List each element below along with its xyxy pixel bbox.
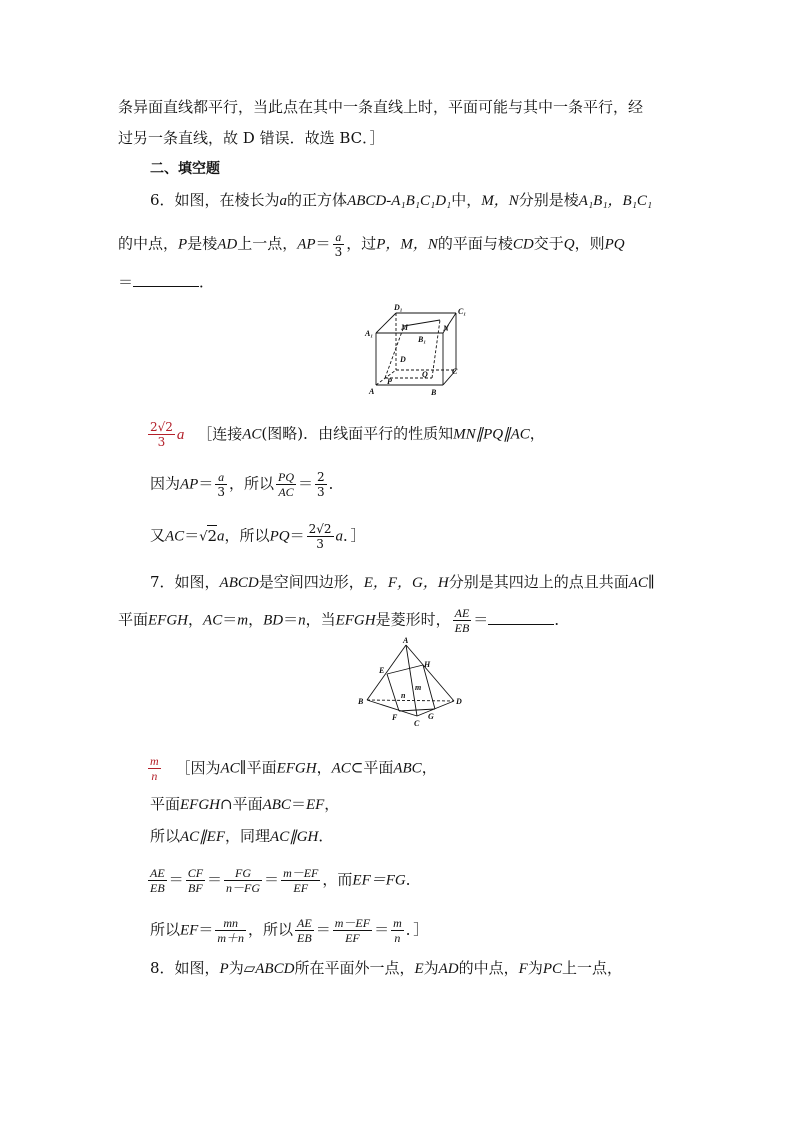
label-B: B	[358, 697, 364, 706]
label-A: A	[369, 387, 375, 396]
label-C: C	[452, 367, 458, 376]
q6-solution-line-3: 又AC＝√2a，所以PQ＝ $\frac{2√2}{3}$ a．］	[150, 522, 366, 551]
q7-answer: $\frac{m}{n}$	[150, 754, 159, 783]
label-C1: C₁	[458, 307, 467, 316]
label-A1: A₁	[365, 329, 374, 338]
q7-solution-line-5: 所以EF＝ $\frac{mn}{m+n}$ ，所以 $\frac{AE}{EB}$ ＝ $\frac{m-EF}{EF}$ ＝ $\frac{m}{n}$ ．］	[150, 916, 429, 945]
q6-line-3: ＝ ．	[118, 273, 215, 291]
label-C: C	[414, 719, 420, 728]
label-H: H	[424, 660, 431, 669]
label-m: m	[415, 683, 422, 692]
label-D1: D₁	[394, 303, 403, 312]
continuation-line-1: 条异面直线都平行，当此点在其中一条直线上时，平面可能与其中一条平行，经	[118, 98, 644, 116]
q7-line-2: 平面EFGH，AC＝m，BD＝n，当EFGH是菱形时， $\frac{AE}{EB}$ ＝ ．	[118, 606, 570, 635]
label-F: F	[392, 713, 398, 722]
q7-solution-line-3: 所以AC∥EF，同理AC∥GH．	[150, 827, 334, 845]
answer-blank	[133, 272, 199, 287]
label-N: N	[443, 324, 449, 333]
q7-solution-line-1: $\frac{m}{n}$ ［因为AC∥平面EFGH，AC⊂平面ABC，	[146, 754, 437, 783]
q6-line-1: 6．如图，在棱长为a的正方体ABCD-A₁B₁C₁D₁中，M，N分别是棱A₁B₁，B₁C₁	[150, 191, 653, 209]
answer-blank	[488, 610, 554, 625]
label-Q: Q	[422, 370, 428, 379]
q8-line-1: 8．如图，P为▱ABCD所在平面外一点，E为AD的中点，F为PC上一点，	[150, 959, 623, 977]
q7-line-1: 7．如图，ABCD是空间四边形，E，F，G，H分别是其四边上的点且共面AC∥	[150, 573, 655, 591]
label-E: E	[379, 666, 385, 675]
tetrahedron-figure	[355, 636, 470, 728]
q7-solution-line-4: $\frac{AE}{EB}$ ＝ $\frac{CF}{BF}$ ＝ $\frac{FG}{n-FG}$ ＝ $\frac{m-EF}{EF}$ ，而EF＝FG．	[150, 866, 421, 895]
q7-solution-line-2: 平面EFGH∩平面ABC＝EF，	[150, 795, 340, 813]
q6-solution-line-1: $\frac{2√2}{3}$ a ［连接AC(图略)．由线面平行的性质知MN∥PQ∥AC，	[146, 420, 545, 449]
section-heading: 二、填空题	[150, 161, 220, 177]
q6-answer: $\frac{2√2}{3}$ a	[150, 420, 185, 449]
q6-solution-line-2: 因为AP＝ $\frac{a}{3}$ ，所以 $\frac{PQ}{AC}$ ＝ $\frac{2}{3}$ ．	[150, 470, 344, 499]
label-B: B	[431, 388, 437, 397]
label-D: D	[400, 355, 406, 364]
label-P: P	[387, 377, 392, 386]
continuation-line-2: 过另一条直线，故 D 错误．故选 BC．］	[118, 129, 385, 147]
cube-figure	[360, 300, 470, 398]
q6-line-2: 的中点，P是棱AD上一点，AP＝ $\frac{a}{3}$ ，过P，M，N的平面与棱CD交于Q，则PQ	[118, 230, 625, 259]
label-D: D	[456, 697, 462, 706]
label-M: M	[401, 323, 409, 332]
label-B1: B₁	[418, 335, 427, 344]
label-G: G	[428, 712, 434, 721]
label-A: A	[403, 636, 409, 645]
label-n: n	[401, 691, 406, 700]
